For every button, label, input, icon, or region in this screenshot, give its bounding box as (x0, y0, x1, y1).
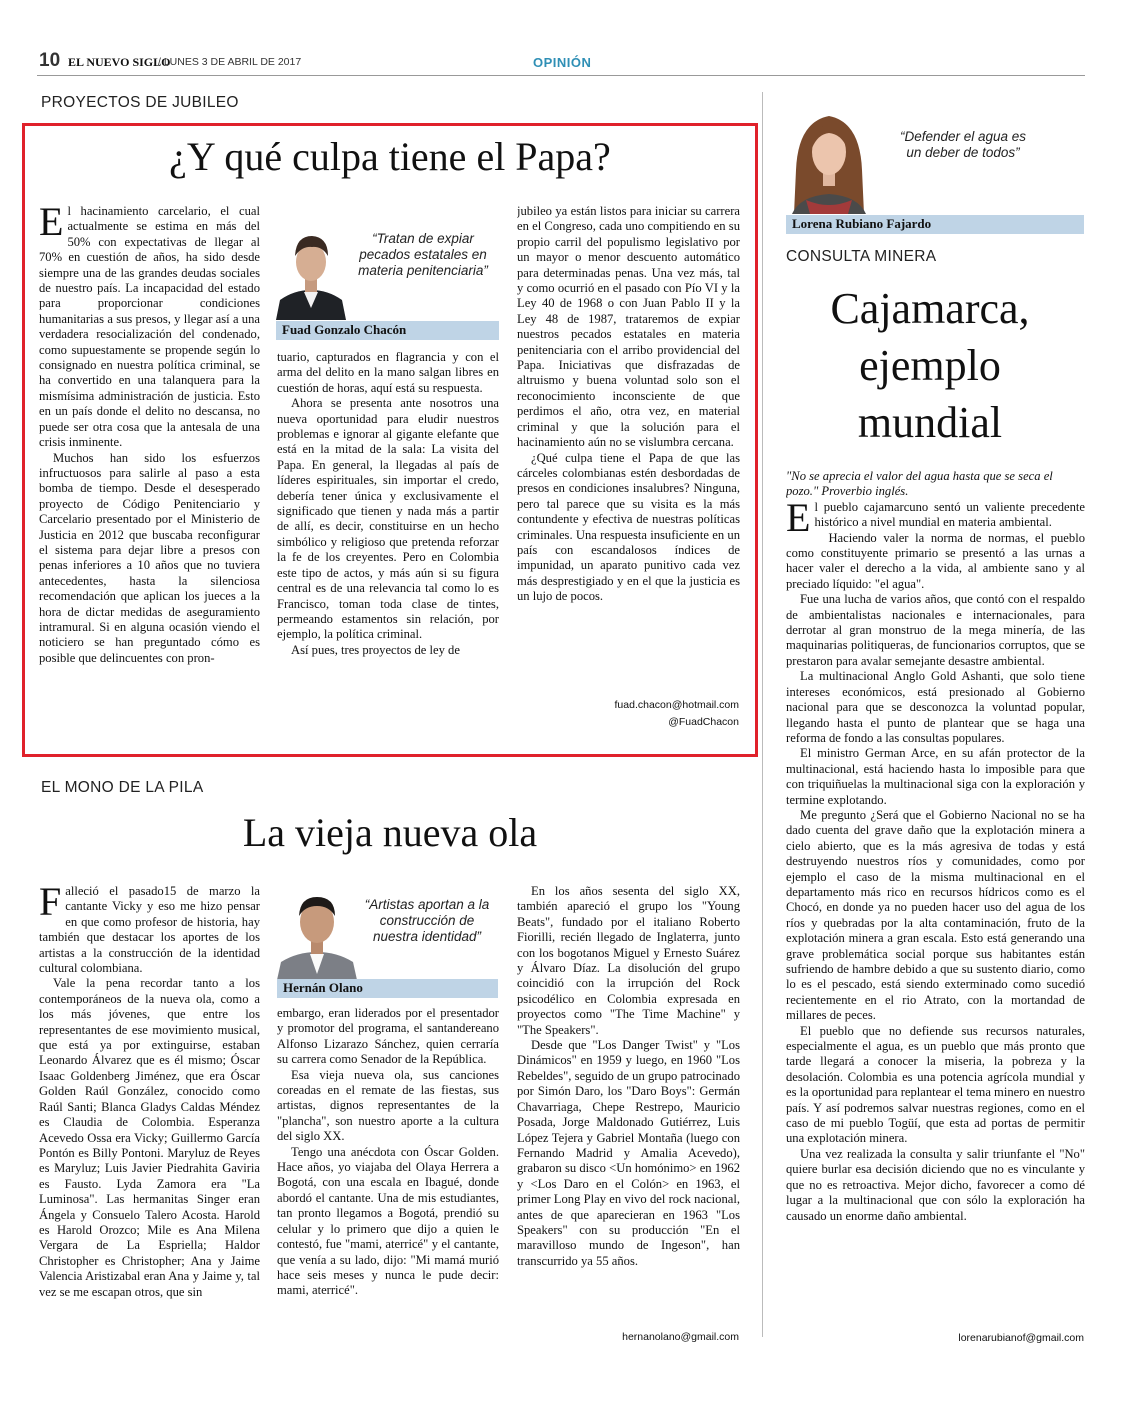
author-photo-chacon (276, 216, 346, 320)
paragraph: tuario, capturados en flagrancia y con el arma del delito en la mano salgan libres en cuestión de horas, aquí está su respuesta. (277, 350, 499, 395)
article1-column-1 (39, 204, 260, 734)
article3-author-bar: Lorena Rubiano Fajardo (786, 215, 1084, 234)
paragraph: El pueblo que no defiende sus recursos naturales, especialmente el agua, es un pueblo que más pronto que tarde llegará a conocer la miseria, la pobreza y la desolación. Colombia es una potencia agrícola mundial y es la oportunidad para replantear el tema minero en nuestro país. Y así podremos salvar nuestras regiones, como en el caso de mi pueblo Togüí, que esta ad portas de permitir una explotación minera. (786, 1023, 1085, 1146)
header-rule (37, 75, 1085, 76)
article2-pull-quote: “Artistas aportan a la construcción de nuestra identidad” (364, 897, 490, 944)
paragraph: l pueblo cajamarcuno sentó un valiente precedente histórico a nivel mundial en materia ambiental. (814, 499, 1085, 530)
author-photo-olano (277, 884, 357, 980)
paragraph: Muchos han sido los esfuerzos infructuosos para salirle al paso a esta bomba de tiempo. Desde el desesperado proyecto de Código Penitenciario y Carcelario presentado por el Ministerio de Justicia en 2012 que buscaba reconfigurar el sistema para dejar libre a presos con penas inferiores a 10 años que no tuviera antecedentes, hasta la silenciosa recomendación que aplican los jueces a la hora de dictar medidas de aseguramiento intramural. Si en alguna ocasión viendo el noticiero se han preguntado cómo es posible que delincuentes con pron- (39, 450, 260, 665)
paragraph: Vale la pena recordar tanto a los contemporáneos de la nueva ola, como a los más jóvenes, que entre los representantes de ese movimiento musical, que está ya por extinguirse, estaban Leonardo Álvarez que es él mismo; Óscar Isaac Goldenberg Jiménez, que era Óscar Golden Raúl González, conocido como Raúl Santi; Blanca Gladys Caldas Méndez es Claudia de Colombia. Esperanza Acevedo Ossa era Vicky; Guillermo García Pontón es Billy Pontoni. Maryluz de Reyes es Maryluz; Luis Javier Piedrahita Gaviria es Fausto. Lyda Zamora era "La Luminosa". Las hermanitas Singer eran Ángela y Consuelo Talero Acosta. Harold es Harold Orozco; Mile es Ana Milena Vergara de La Espriella; Haldor Christopher es Christopher; Ana y Jaime Valencia Aristizabal eran Ana y Jaime y, tal vez se me escapan otros, que sin (39, 976, 260, 1299)
column-divider (762, 92, 763, 1337)
article2-column-2 (277, 1006, 499, 1344)
paragraph: ¿Qué culpa tiene el Papa de que las cárceles colombianas estén desbordadas de presos en condiciones insalubres? Ninguna, pero tal parece que su visita es la más contundente y efectiva de nuestras políticas criminales. Una respuesta insuficiente en un país con escandalosos índices de impunidad, un aparato punitivo cada vez más desprestigiado y en el que la justicia es un lujo de pocos. (517, 450, 740, 604)
article3-pull-quote: “Defender el agua es un deber de todos” (899, 129, 1027, 160)
paragraph: Una vez realizada la consulta y salir triunfante el "No" quiere burlar esa decisión diciendo que no es vinculante y que no es retroactiva. Mejor dicho, favorecer a como dé lugar a la multinacional que con sólo la exploración ha causado un enorme daño ambiental. (786, 1146, 1085, 1223)
article2-column-3 (517, 884, 740, 1326)
article1-column-2 (277, 350, 499, 734)
paragraph: Desde que "Los Danger Twist" y "Los Dinámicos" en 1959 y luego, en 1960 "Los Rebeldes", seguido de un grupo patrocinado por Simón Daro, los "Daro Boys": Germán Chavarriaga, Chepe Restrepo, Mauricio Posada, Jorge Maldonado Gutiérrez, Luis López Tejera y Gabriel Montaña (luego con Fernando Madrid y Amalia Acevedo), grabaron su disco <Un homónimo> en 1962 y <Los Daro en el Colón> en 1963, el primer Long Play en vivo del rock nacional, antes de que aparecieran en 1963 "Los Speakers" con su producción "En el maravilloso mundo de Ingeson", han transcurrido ya 55 años. (517, 1038, 740, 1268)
article1-author-bar: Fuad Gonzalo Chacón (276, 321, 499, 340)
article1-twitter[interactable]: @FuadChacon (668, 716, 739, 728)
article3-kicker: CONSULTA MINERA (786, 248, 937, 265)
article1-email[interactable]: fuad.chacon@hotmail.com (614, 699, 739, 711)
paragraph: La multinacional Anglo Gold Ashanti, que solo tiene intereses económicos, está presionado al Gobierno nacional para que se desconozca la voluntad popular, llegando hasta el punto de plantear que se haga una reforma de fondo a las consultas populares. (786, 669, 1085, 745)
paragraph: Tengo una anécdota con Óscar Golden. Hace años, yo viajaba del Olaya Herrera a Bogotá, con una escala en Ibagué, donde abordó el cantante. Una de mis estudiantes, tan pronto llegamos a Bogotá, prendió su celular y lo primero que dijo a quien le contestó, fue "mami, aterricé" y el cantante, que venía a su lado, dijo: "Mi mamá murió hace seis meses y nunca le pude decir: mami, aterricé". (277, 1144, 499, 1298)
paragraph: l hacinamiento carcelario, el cual actualmente se estima en más del 50% con expectativas de llegar al 70% en cuestión de años, ha sido desde siempre una de las grandes deudas sociales de nuestro país. La incapacidad del estado para proporcionar condiciones humanitarias a sus presos, y llegar así a una verdadera resocialización del condenado, como supuestamente se propende según lo consignado en nuestra política criminal, se ha convertido en una talanquera para la mismísima administración de justicia. Esto en un país donde el delito no descansa, no puede ser otra cosa que la antesala de una crisis inminente. (39, 204, 260, 450)
section-label: OPINIÓN (533, 55, 592, 70)
dropcap: E (786, 494, 811, 540)
issue-date: / LUNES 3 DE ABRIL DE 2017 (158, 56, 302, 68)
article3-body (786, 469, 1085, 1331)
paragraph: En los años sesenta del siglo XX, también apareció el grupo los "Young Beats", fundado por el italiano Roberto Fiorilli, recién llegado de Inglaterra, junto con los bogotanos Miguel y Ernesto Suárez y Álvaro Díaz. La disolución del grupo coincidió con la irrupción del Rock psicodélico en Colombia expresada en proyectos como "The Time Machine" y "The Speakers". (517, 884, 740, 1037)
article1-pull-quote: “Tratan de expiar pecados estatales en materia penitenciaria” (358, 231, 488, 278)
masthead: EL NUEVO SIGLO (68, 55, 171, 69)
paragraph: jubileo ya están listos para iniciar su carrera en el Congreso, cada uno compitiendo en su propio carril del populismo legislativo por un mayor o menor descuento automático para determinadas penas. Una vez más, tal y como ocurrió en el pasado con Pío VI y la Ley 40 de 1968 o con Juan Pablo II y la Ley 48 de 1987, trataremos de expiar nuestros pecados estatales en materia penitenciaria con el arribo providencial del Papa. Iniciativas que disfrazadas de altruismo y buena voluntad solo son el reconocimiento inconsciente de que perdimos el año, otra vez, en material criminal y que la solución para el hacinamiento aún no se vislumbra cercana. (517, 204, 740, 450)
article2-author-bar: Hernán Olano (277, 979, 498, 998)
epigraph: "No se aprecia el valor del agua hasta que se seca el pozo." Proverbio inglés. (786, 469, 1053, 499)
article2-title: La vieja nueva ola (242, 810, 538, 855)
article2-kicker: EL MONO DE LA PILA (41, 779, 204, 796)
author-photo-rubiano (786, 100, 872, 214)
article2-column-1 (39, 884, 260, 1344)
article2-email[interactable]: hernanolano@gmail.com (622, 1331, 739, 1343)
paragraph: Ahora se presenta ante nosotros una nueva oportunidad para eludir nuestros problemas e ignorar al gigante elefante que está en la mitad de la sala: La visita del Papa. En general, la llegadas al país de líderes espirituales, sin importar el credo, debería tener única y exclusivamente el significado que tienen y nada más a partir de allí, es decir, constituirse en un hecho simbólico y religioso que pretenda reforzar la fe de los creyentes. Pero en Colombia este tipo de actos, y más aún si su figura central es de una relevancia tal como lo es Francisco, toman toda clase de tintes, permeando estamentos sin relación, por ejemplo, la política criminal. (277, 396, 499, 642)
paragraph: Me pregunto ¿Será que el Gobierno Nacional no se ha dado cuenta del grave daño que la explotación minera a cielo abierto, que es la más agresiva de todas y está destruyendo nuestros ríos y comunidades, como por ejemplo el caso de la misma multinacional en el departamento más rico en recursos hídricos como es el Chocó, en donde ya no pueden hacer uso del agua de los ríos y quebradas por la alta contaminación, fruto de la explotación minera a gran escala. Esto está generando una grave problemática social porque sus habitantes están sufriendo de hambre debido a que su sustento diario, como lo es el pescado, está siendo exterminado como sucedió recientemente en el rio Atrato, con la mortandad de millares de peces. (786, 807, 1085, 1023)
dropcap: F (39, 884, 62, 924)
paragraph: Esa vieja nueva ola, sus canciones coreadas en el remate de las fiestas, sus artistas, dignos representantes de la "plancha", son nuestro aporte a la cultura del siglo XX. (277, 1067, 499, 1144)
paragraph: El ministro German Arce, en su afán protector de la multinacional, está haciendo hasta lo imposible para que con triquiñuelas la multinacional siga con la exploración y termine explotando. (786, 746, 1085, 807)
page-number: 10 (39, 50, 61, 71)
paragraph: embargo, eran liderados por el presentador y promotor del programa, el santandereano Alfonso Lizarazo Sánchez, quien cerraría su carrera como Senador de la República. (277, 1006, 499, 1067)
article3-email[interactable]: lorenarubianof@gmail.com (958, 1332, 1084, 1344)
article3-title: Cajamarca, ejemplo mundial (830, 284, 1030, 447)
paragraph: Haciendo valer la norma de normas, el pueblo como constituyente primario se presentó a las urnas a hacer valer el derecho a la vida, al ambiente sano y al preciado líquido: "el agua". (786, 530, 1085, 591)
dropcap: E (39, 204, 64, 244)
article1-kicker: PROYECTOS DE JUBILEO (41, 94, 239, 111)
article1-title: ¿Y qué culpa tiene el Papa? (169, 134, 611, 179)
paragraph: alleció el pasado15 de marzo la cantante Vicky y eso me hizo pensar en que como profesor de historia, hay también que destacar los aportes de los artistas a la construcción de la identidad cultural colombiana. (39, 884, 260, 976)
article1-column-3 (517, 204, 740, 700)
paragraph: Así pues, tres proyectos de ley de (291, 642, 460, 657)
paragraph: Fue una lucha de varios años, que contó con el respaldo de ambientalistas nacionales e internacionales, para derrotar al gran monstruo de la mega minería, de las maquinarias politiqueras, de funcionarios corruptos, que se prestaron para avalar semejante desastre ambiental. (786, 592, 1085, 668)
